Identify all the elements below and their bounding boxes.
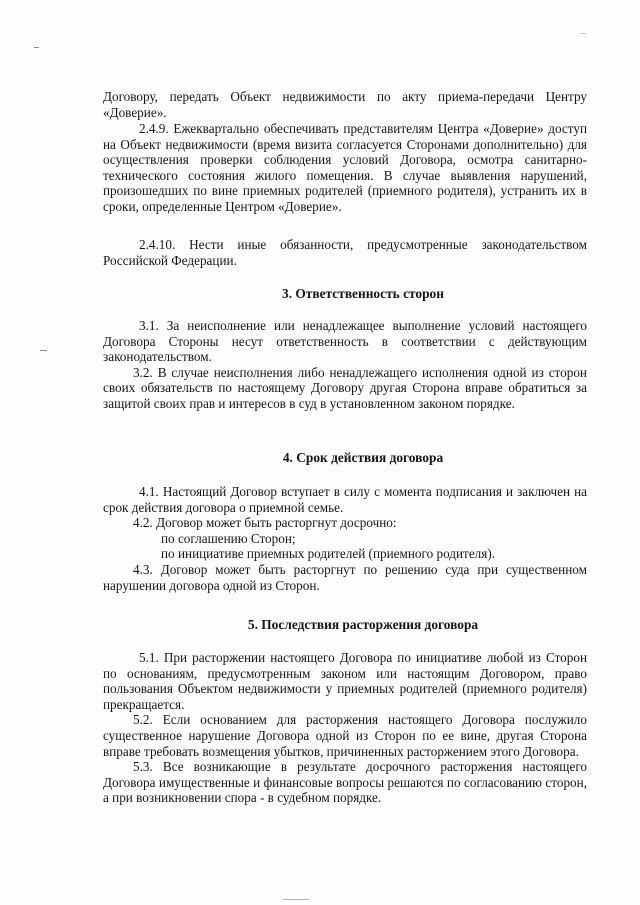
scan-speck [283, 899, 309, 900]
scan-speck [34, 47, 39, 48]
clause-5-1: 5.1. При расторжении настоящего Договора по инициативе любой из Сторон по основаниям, предусмотренным законом или настоящим Договором, право пользования Объектом недвижимости у приемных родителей (приемного родителя) прекращается. [103, 650, 587, 712]
clause-4-1: 4.1. Настоящий Договор вступает в силу с момента подписания и заключен на срок действия договора о приемной семье. [103, 484, 587, 515]
clause-2-4-9: 2.4.9. Ежеквартально обеспечивать представителям Центра «Доверие» доступ на Объект недвижимости (время визита согласуется Сторонами дополнительно) для осуществления проверки соблюдения условий Договора, осмотра санитарно-технического состояния жилого помещения. В случае выявления нарушений, произошедших по вине приемных родителей (приемного родителя), устранить их в сроки, определенные Центром «Доверие». [103, 121, 587, 214]
section-3-body [103, 318, 587, 412]
scan-speck [40, 350, 47, 351]
clause-3-2: 3.2. В случае неисполнения либо ненадлежащего исполнения одной из сторон своих обязательств по настоящему Договору другая Сторона вправе обратиться за защитой своих прав и интересов в суд в установленном законом порядке. [103, 364, 587, 411]
scan-speck [580, 33, 586, 34]
clause-2-4-10-block [103, 237, 587, 268]
clause-5-2: 5.2. Если основанием для расторжения настоящего Договора послужило существенное нарушение Договора одной из Сторон по ее вине, другая Сторона вправе требовать возмещения убытков, причиненных расторжением этого Договора. [103, 712, 587, 759]
section-4-body [103, 484, 587, 593]
clause-5-3: 5.3. Все возникающие в результате досрочного расторжения настоящего Договора имущественные и финансовые вопросы решаются по согласованию сторон, а при возникновении спора - в судебном порядке. [103, 759, 587, 806]
clause-4-3: 4.3. Договор может быть расторгнут по решению суда при существенном нарушении договора одной из Сторон. [103, 561, 587, 593]
clause-3-1: 3.1. За неисполнение или ненадлежащее выполнение условий настоящего Договора Стороны несут ответственность в соответствии с действующим законодательством. [103, 318, 587, 365]
clause-4-2-item-1: по соглашению Сторон; [161, 530, 296, 546]
clause-2-4-8-tail-block [103, 89, 587, 120]
section-5-title: 5. Последствия расторжения договора [247, 617, 479, 632]
clause-2-4-10: 2.4.10. Нести иные обязанности, предусмотренные законодательством Российской Федерации. [103, 237, 587, 268]
section-3-title: 3. Ответственность сторон [282, 286, 444, 301]
section-5-body [103, 650, 587, 806]
clause-2-4-9-block [103, 121, 587, 215]
clause-4-2-item-2: по инициативе приемных родителей (приемного родителя). [161, 546, 496, 562]
clause-4-2: 4.2. Договор может быть расторгнут досрочно: [133, 515, 397, 531]
clause-2-4-8-tail: Договору, передать Объект недвижимости по акту приема-передачи Центру «Доверие». [103, 89, 587, 120]
section-4-title: 4. Срок действия договора [282, 450, 444, 465]
